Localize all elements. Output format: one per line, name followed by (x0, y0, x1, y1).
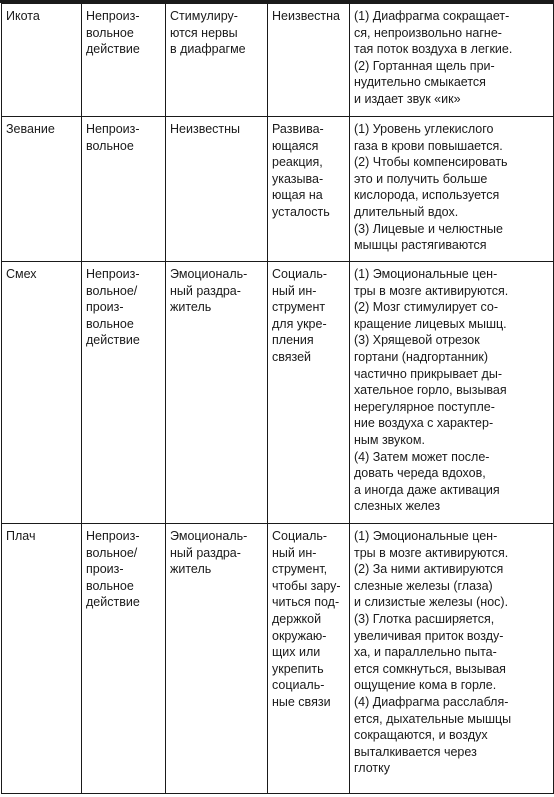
table-row (2, 4, 554, 117)
reflex-control: Непроиз- вольное (82, 117, 166, 262)
reflex-function: Развива- ющаяся реакция, указыва- ющая на усталость (268, 117, 350, 262)
reflex-name: Икота (2, 4, 82, 117)
table-row (2, 524, 554, 794)
reflex-name: Смех (2, 262, 82, 524)
reflex-function: Социаль- ный ин- струмент, чтобы зару- читься под- держкой окружаю- щих или укрепить социаль- ные связи (268, 524, 350, 794)
table-row (2, 262, 554, 524)
reflex-table (1, 3, 554, 794)
reflex-control: Непроиз- вольное/ произ- вольное действие (82, 262, 166, 524)
reflex-control: Непроиз- вольное действие (82, 4, 166, 117)
table-row (2, 117, 554, 262)
reflex-mechanism: (1) Эмоциональные цен- тры в мозге активируются. (2) За ними активируются слезные железы (глаза) и слизистые железы (нос). (3) Глотка расширяется, увеличивая приток возду- ха, и параллельно пыта- ется сомкнуться, вызывая ощущение кома в горле. (4) Диафрагма расслабля- ется, дыхательные мышцы сокращаются, и воздух выталкивается через глотку (350, 524, 554, 794)
reflex-name: Зевание (2, 117, 82, 262)
reflex-function: Неизвестна (268, 4, 350, 117)
reflex-trigger: Эмоциональ- ный раздра- житель (166, 262, 268, 524)
reflex-trigger: Стимулиру- ются нервы в диафрагме (166, 4, 268, 117)
reflex-trigger: Эмоциональ- ный раздра- житель (166, 524, 268, 794)
reflex-name: Плач (2, 524, 82, 794)
reflex-control: Непроиз- вольное/ произ- вольное действие (82, 524, 166, 794)
reflex-trigger: Неизвестны (166, 117, 268, 262)
reflex-mechanism: (1) Диафрагма сокращает- ся, непроизвольно нагне- тая поток воздуха в легкие. (2) Гортанная щель при- нудительно смыкается и издает звук «ик» (350, 4, 554, 117)
reflex-mechanism: (1) Уровень углекислого газа в крови повышается. (2) Чтобы компенсировать это и получить больше кислорода, используется длительный вдох. (3) Лицевые и челюстные мышцы растягиваются (350, 117, 554, 262)
reflex-function: Социаль- ный ин- струмент для укре- пления связей (268, 262, 350, 524)
reflex-mechanism: (1) Эмоциональные цен- тры в мозге активируются. (2) Мозг стимулирует со- кращение лицевых мышц. (3) Хрящевой отрезок гортани (надгортанник) частично прикрывает ды- хательное горло, вызывая нерегулярное поступле- ние воздуха с характер- ным звуком. (4) Затем может после- довать череда вдохов, а иногда даже активация слезных желез (350, 262, 554, 524)
